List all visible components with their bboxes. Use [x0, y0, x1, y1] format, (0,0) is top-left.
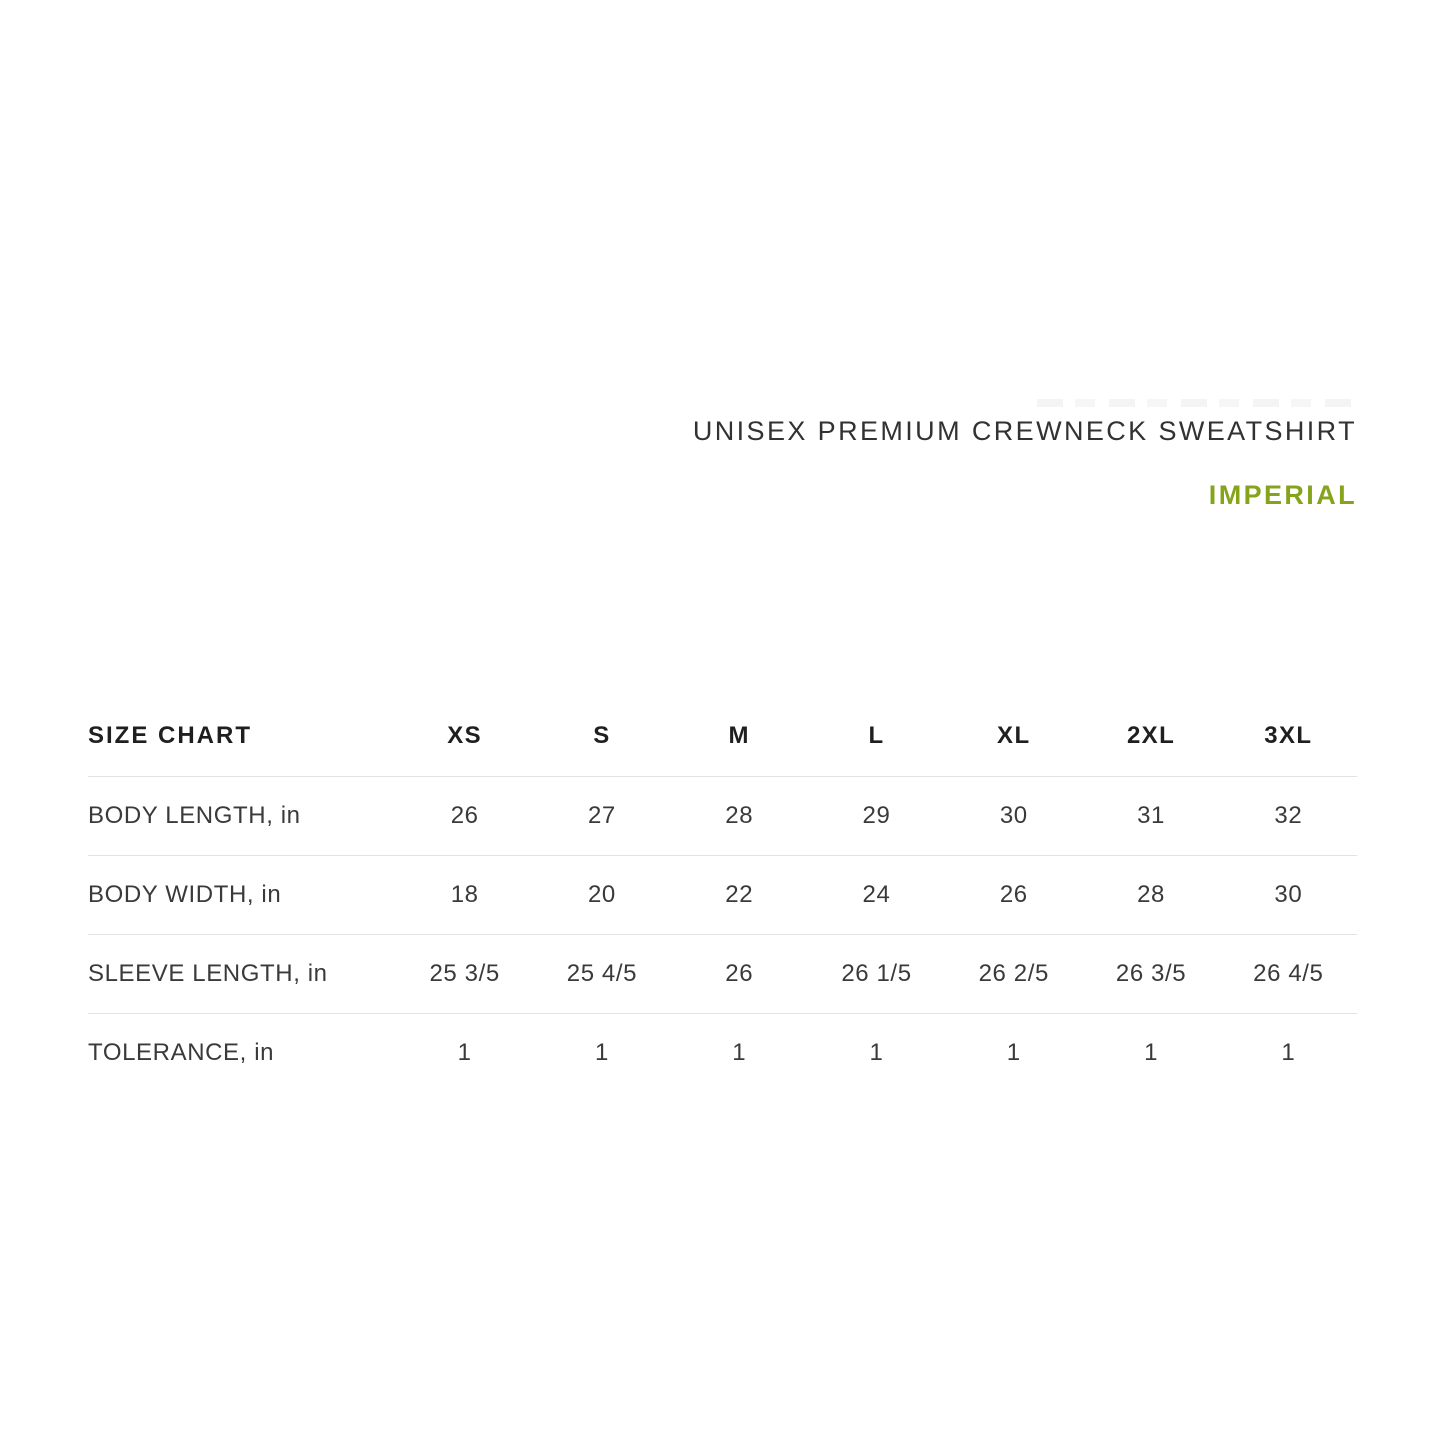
table-cell: 24	[808, 855, 945, 934]
table-cell: 28	[671, 776, 808, 855]
table-cell: 30	[945, 776, 1082, 855]
row-label: TOLERANCE, in	[88, 1013, 396, 1092]
row-label: BODY LENGTH, in	[88, 776, 396, 855]
col-header-l: L	[868, 722, 885, 750]
table-row-body-width	[88, 855, 1357, 934]
table-cell: 31	[1082, 776, 1219, 855]
table-cell: 22	[671, 855, 808, 934]
row-label: BODY WIDTH, in	[88, 855, 396, 934]
table-cell: 28	[1082, 855, 1219, 934]
table-cell: 1	[396, 1013, 533, 1092]
table-cell: 26 2/5	[945, 934, 1082, 1013]
table-cell: 27	[533, 776, 670, 855]
table-cell: 32	[1220, 776, 1357, 855]
table-cell: 18	[396, 855, 533, 934]
table-cell: 30	[1220, 855, 1357, 934]
table-cell: 1	[1082, 1013, 1219, 1092]
table-cell: 26	[671, 934, 808, 1013]
table-cell: 25 4/5	[533, 934, 670, 1013]
table-cell: 26	[396, 776, 533, 855]
table-cell: 26 3/5	[1082, 934, 1219, 1013]
table-row-tolerance	[88, 1013, 1357, 1092]
size-chart-heading: SIZE CHART	[88, 722, 252, 750]
col-header-xs: XS	[447, 722, 483, 750]
col-header-2xl: 2XL	[1126, 722, 1176, 750]
col-header-s: S	[593, 722, 611, 750]
table-cell: 1	[533, 1013, 670, 1092]
table-cell: 26	[945, 855, 1082, 934]
table-cell: 29	[808, 776, 945, 855]
table-row-sleeve-length	[88, 934, 1357, 1013]
col-header-xl: XL	[997, 722, 1031, 750]
table-cell: 26 4/5	[1220, 934, 1357, 1013]
product-title: UNISEX PREMIUM CREWNECK SWEATSHIRT	[692, 416, 1357, 446]
row-label: SLEEVE LENGTH, in	[88, 934, 396, 1013]
col-header-3xl: 3XL	[1264, 722, 1313, 750]
col-header-m: M	[728, 722, 750, 750]
table-cell: 1	[808, 1013, 945, 1092]
table-row-body-length	[88, 776, 1357, 855]
table-cell: 25 3/5	[396, 934, 533, 1013]
size-chart-table	[88, 697, 1357, 1092]
table-cell: 1	[1220, 1013, 1357, 1092]
table-cell: 1	[945, 1013, 1082, 1092]
table-cell: 20	[533, 855, 670, 934]
unit-system-label: IMPERIAL	[1208, 480, 1357, 510]
table-cell: 26 1/5	[808, 934, 945, 1013]
table-header-row	[88, 697, 1357, 776]
clipped-text-artifact	[1037, 399, 1357, 407]
table-cell: 1	[671, 1013, 808, 1092]
